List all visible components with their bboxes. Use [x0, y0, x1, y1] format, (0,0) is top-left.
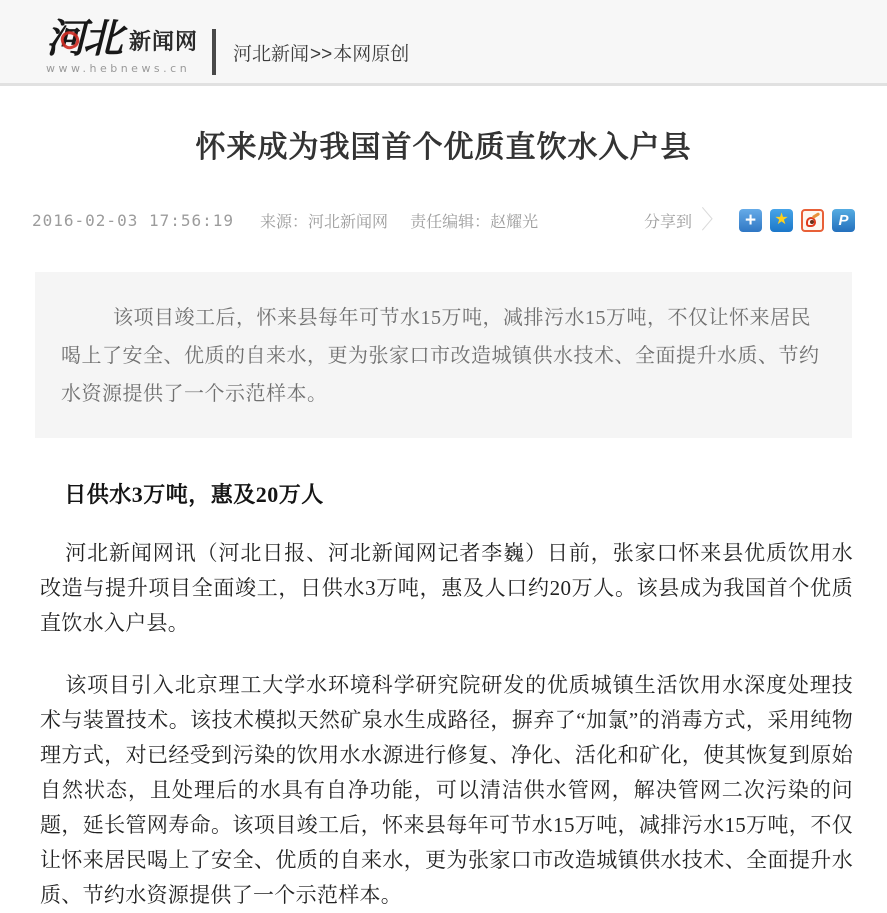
share-more-button[interactable]: [739, 209, 762, 232]
editor-label: 责任编辑：: [410, 213, 491, 231]
p-share-icon: P: [838, 211, 849, 229]
publish-datetime: 2016-02-03 17:56:19: [32, 210, 235, 230]
breadcrumb: [233, 39, 409, 75]
breadcrumb-separator: >>: [310, 44, 333, 65]
share-pengyou-button[interactable]: [832, 209, 855, 232]
article-subheading: 日供水3万吨，惠及20万人: [64, 482, 324, 507]
weibo-pupil-icon: [810, 220, 814, 224]
site-header: [0, 0, 887, 86]
article-meta-row: [32, 208, 855, 232]
logo-suffix-text: 新闻网: [129, 30, 199, 55]
editor-field: [410, 209, 538, 232]
source-field: [260, 209, 388, 232]
source-label: 来源：: [260, 213, 309, 231]
article-title: 怀来成为我国首个优质直饮水入户县: [195, 131, 692, 164]
site-logo[interactable]: [46, 15, 199, 75]
breadcrumb-section-link[interactable]: 河北新闻: [233, 44, 310, 65]
chevron-right-icon: 〉: [700, 206, 726, 234]
article-summary: 该项目竣工后，怀来县每年可节水15万吨，减排污水15万吨，不仅让怀来居民喝上了安全、优质的自来水，更为张家口市改造城镇供水技术、全面提升水质、节约水资源提供了一个示范样本。: [35, 272, 852, 438]
header-divider: [212, 29, 216, 75]
article-body: [40, 478, 853, 913]
source-link[interactable]: 河北新闻网: [308, 213, 389, 231]
share-sina-weibo-button[interactable]: [801, 209, 824, 232]
share-label: 分享到: [643, 213, 692, 231]
share-qzone-button[interactable]: [770, 209, 793, 232]
article-paragraph: 河北新闻网讯（河北日报、河北新闻网记者李巍）日前，张家口怀来县优质饮用水改造与提升项目全面竣工，日供水3万吨，惠及人口约20万人。该县成为我国首个优质直饮水入户县。: [40, 541, 853, 635]
article-paragraph: 该项目引入北京理工大学水环境科学研究院研发的优质城镇生活饮用水深度处理技术与装置技术。该技术模拟天然矿泉水生成路径，摒弃了“加氯”的消毒方式，采用纯物理方式，对已经受到污染的饮用水水源进行修复、净化、活化和矿化，使其恢复到原始自然状态，且处理后的水具有自净功能，可以清洁供水管网，解决管网二次污染的问题，延长管网寿命。该项目竣工后，怀来县每年可节水15万吨，减排污水15万吨，不仅让怀来居民喝上了安全、优质的自来水，更为张家口市改造城镇供水技术、全面提升水质、节约水资源提供了一个示范样本。: [40, 673, 853, 907]
qzone-star-icon: ★: [774, 211, 789, 228]
logo-hebei-calligraphy: 河北: [46, 15, 120, 62]
breadcrumb-page-link[interactable]: 本网原创: [333, 44, 410, 65]
share-toolbar: [643, 206, 855, 234]
editor-name: 赵耀光: [490, 213, 539, 231]
weibo-spark-icon: [812, 212, 820, 219]
plus-icon: +: [744, 209, 757, 231]
logo-site-url: www.hebnews.cn: [46, 62, 191, 75]
